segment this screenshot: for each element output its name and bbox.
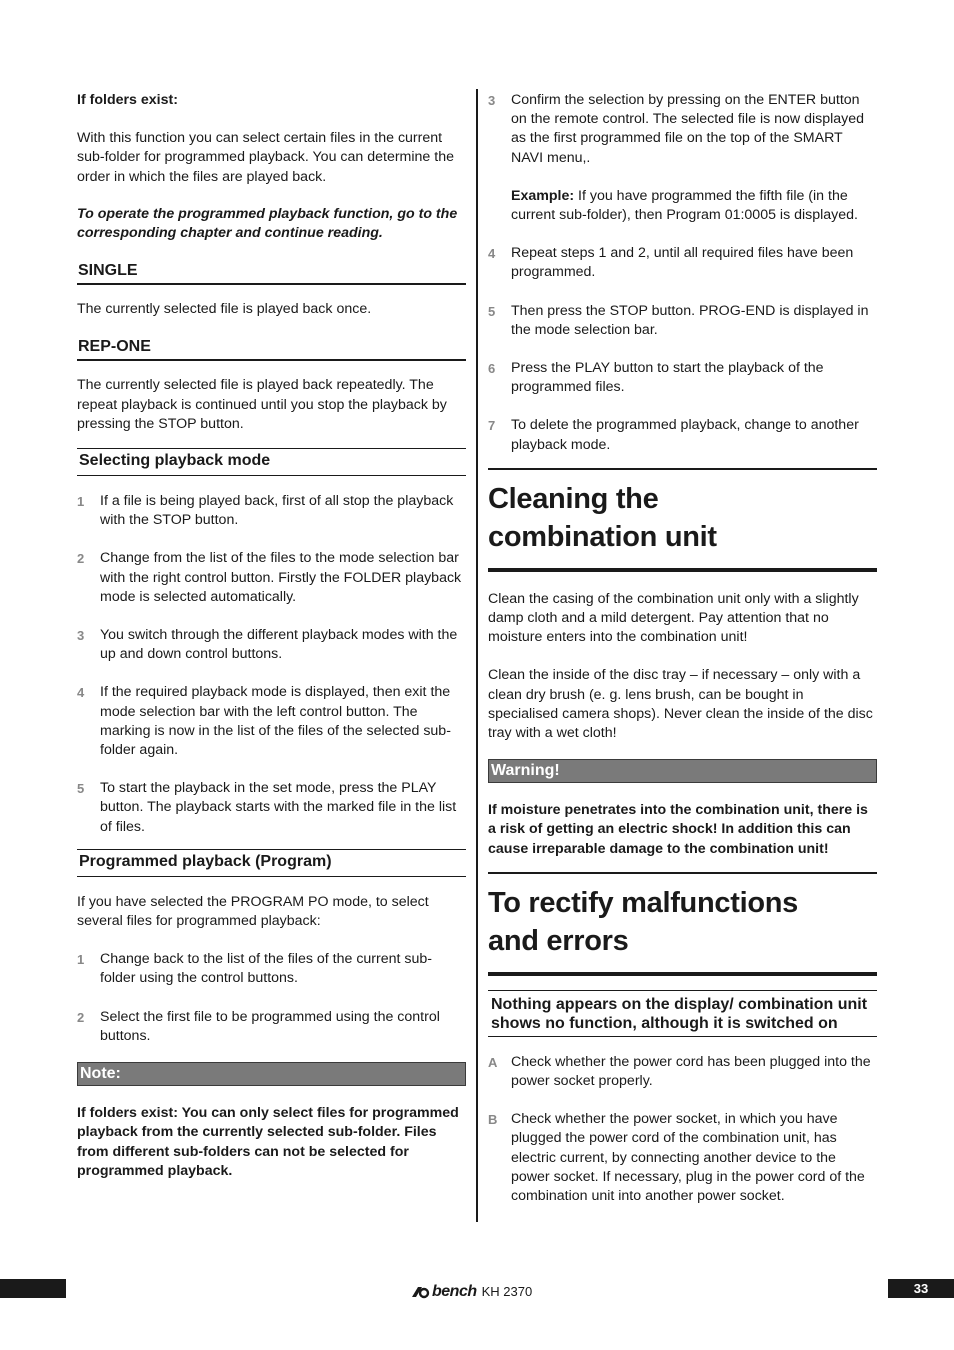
step-text: Check whether the power socket, in which you have plugged the power cord of the combination unit, has electric current, by connecting another device to the power socket. If necessary, plug in the power cord of the combination unit into another power socket.: [511, 1111, 865, 1205]
list-item: [77, 549, 466, 607]
step-number: 3: [488, 93, 496, 108]
step-number: 5: [77, 781, 85, 797]
warning-text: If moisture penetrates into the combination unit, there is a risk of getting an electric shock! In addition this can cause irreparable damage to the combination unit!: [488, 802, 868, 857]
list-item: [77, 626, 466, 664]
cleaning-title: [488, 468, 877, 572]
note-text: If folders exist: You can only select files for programmed playback from the currently selected sub-folder. Files from different sub-folders can not be selected for programmed playback.: [77, 1105, 459, 1179]
step-text: Confirm the selection by pressing on the ENTER button on the remote control. The selected file is now displayed as the first programmed file on the top of the SMART NAVI menu,.: [511, 92, 865, 166]
brand-logo-icon: [410, 1285, 430, 1299]
list-item: [488, 416, 877, 454]
display-heading: Nothing appears on the display/ combination unit shows no function, although it is switched on: [488, 990, 877, 1037]
list-item: [77, 492, 466, 530]
step-text: Repeat steps 1 and 2, until all required files have been programmed.: [511, 245, 854, 281]
list-item: [488, 302, 877, 340]
list-item: [488, 359, 877, 397]
cleaning-title-line-2: combination unit: [488, 520, 717, 553]
step-number: 1: [77, 494, 85, 510]
rectify-title-line-2: and errors: [488, 924, 629, 957]
example-body: If you have programmed the fifth file (in the current sub-folder), then Program 01:0005 is displayed.: [511, 187, 858, 224]
footer-brand: [410, 1282, 532, 1302]
step-number: 1: [77, 952, 85, 968]
step-text: Change back to the list of the files of the current sub-folder using the control buttons.: [100, 951, 433, 987]
step-text: Change from the list of the files to the mode selection bar with the right control button. Firstly the FOLDER playback mode is selected automatically.: [100, 550, 462, 605]
step-number: 4: [77, 685, 85, 701]
example-text: [488, 187, 877, 225]
step-text: To delete the programmed playback, change to another playback mode.: [511, 417, 859, 453]
right-column: [488, 89, 877, 1206]
cleaning-title-line-1: Cleaning the: [488, 482, 659, 515]
operate-note: To operate the programmed playback function, go to the corresponding chapter and continue reading.: [77, 205, 458, 242]
step-text: If a file is being played back, first of all stop the playback with the STOP button.: [100, 493, 454, 529]
list-item: [488, 1110, 877, 1206]
intro-text: With this function you can select certain files in the current sub-folder for programmed playback. You can determine the order in which the files are played back.: [77, 130, 454, 185]
step-number: 4: [488, 246, 496, 262]
more-steps-list: [488, 244, 877, 455]
folders-heading: If folders exist:: [77, 92, 178, 108]
example-label: Example:: [511, 187, 575, 204]
list-item: [77, 1008, 466, 1046]
note-bar: Note:: [77, 1062, 466, 1086]
step-number: 2: [77, 1009, 85, 1025]
step-number: 5: [488, 303, 496, 319]
step-text: To start the playback in the set mode, press the PLAY button. The playback starts with the marked file in the list of files.: [100, 780, 457, 835]
step-number: 3: [77, 628, 85, 644]
column-divider: [476, 89, 478, 1222]
checks-list: [488, 1053, 877, 1206]
model-number: KH 2370: [481, 1284, 533, 1300]
rectify-title: [488, 872, 877, 976]
rectify-title-line-1: To rectify malfunctions: [488, 886, 798, 919]
single-text: The currently selected file is played back once.: [77, 301, 372, 318]
footer-bar-left: [0, 1279, 66, 1298]
step-text: If the required playback mode is displayed, then exit the mode selection bar with the left control button. The marking is now in the list of the files of the selected sub-folder again.: [100, 684, 451, 759]
repone-text: The currently selected file is played back repeatedly. The repeat playback is continued until you stop the playback by pressing the STOP button.: [77, 377, 447, 432]
list-item: [77, 779, 466, 837]
list-item: [77, 950, 466, 988]
brand-logo-text: bench: [432, 1283, 477, 1301]
single-heading: SINGLE: [77, 259, 466, 285]
list-item: [488, 244, 877, 282]
program-steps-list: [77, 950, 466, 1046]
mode-steps-list: [77, 492, 466, 837]
program-heading: Programmed playback (Program): [77, 849, 466, 877]
page-number: 33: [888, 1279, 954, 1298]
step-number: 7: [488, 418, 496, 434]
step-number: B: [488, 1112, 498, 1128]
step-text: Select the first file to be programmed using the control buttons.: [100, 1008, 440, 1044]
step-text: Check whether the power cord has been plugged into the power socket properly.: [511, 1053, 871, 1090]
program-intro: If you have selected the PROGRAM PO mode, to select several files for programmed playback:: [77, 893, 429, 930]
step-text: Press the PLAY button to start the playback of the programmed files.: [511, 360, 824, 396]
step-text: Then press the STOP button. PROG-END is displayed in the mode selection bar.: [511, 302, 869, 338]
list-item: [77, 683, 466, 760]
step-text: You switch through the different playback modes with the up and down control buttons.: [100, 627, 458, 663]
mode-heading: Selecting playback mode: [77, 448, 466, 476]
cleaning-paragraph-1: Clean the casing of the combination unit only with a slightly damp cloth and a mild detergent. Pay attention that no moisture enters into the combination unit!: [488, 590, 859, 646]
step-number: 6: [488, 361, 496, 377]
cleaning-paragraph-2: Clean the inside of the disc tray – if necessary – only with a clean dry brush (e. g. lens brush, can be bought in specialised camera shops). Never clean the inside of the disc tray with a wet cloth!: [488, 667, 873, 742]
program-steps-continued: [488, 91, 877, 168]
step-number: A: [488, 1054, 498, 1070]
list-item: [488, 91, 877, 168]
repone-heading: REP-ONE: [77, 335, 466, 361]
left-column: [77, 89, 466, 1181]
warning-bar: Warning!: [488, 759, 877, 783]
list-item: [488, 1053, 877, 1091]
step-number: 2: [77, 551, 85, 567]
